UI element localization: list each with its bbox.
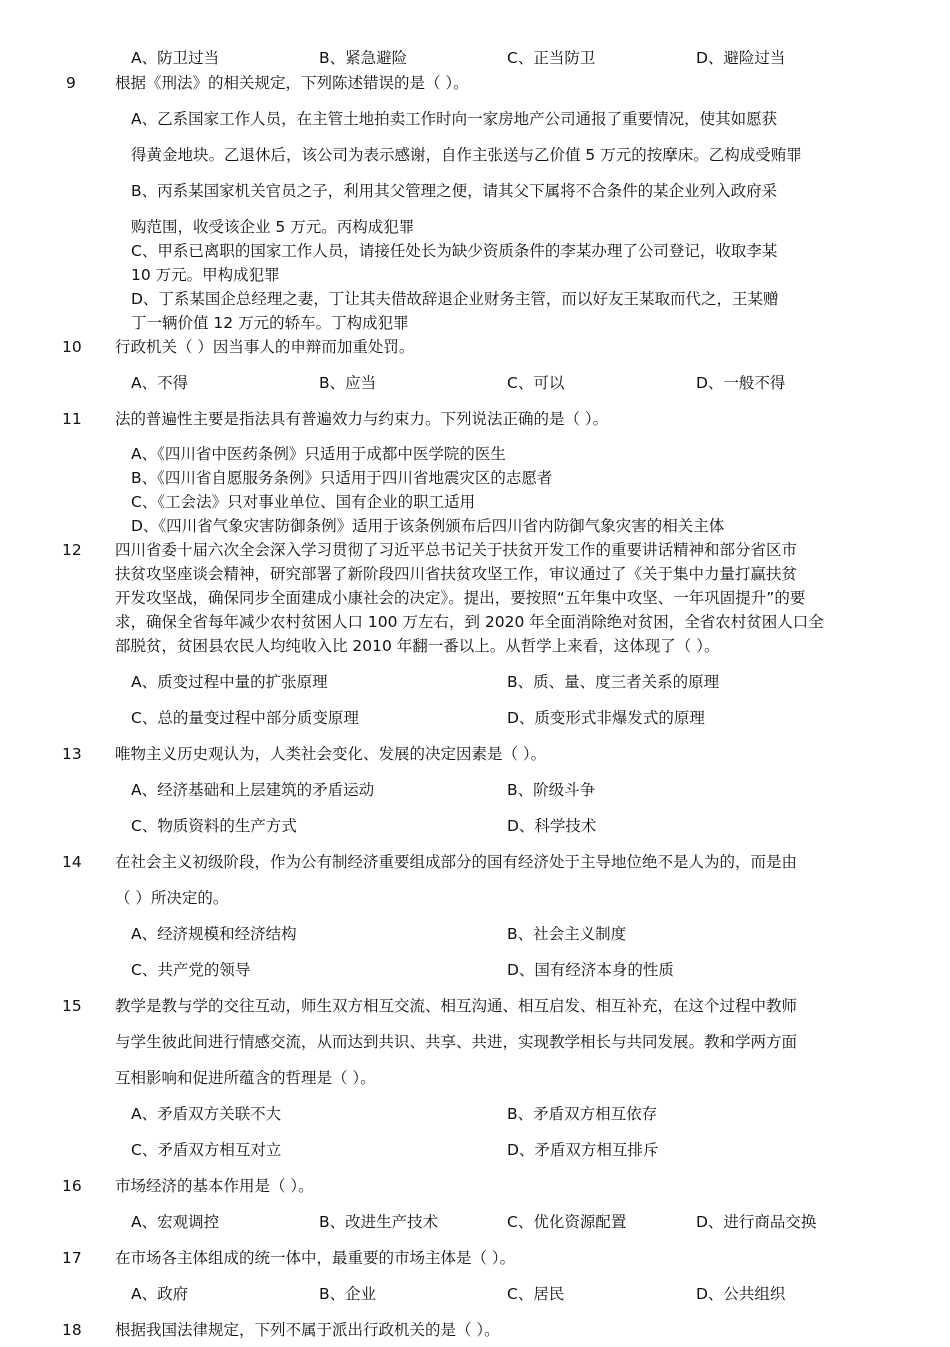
question-number: 17 — [62, 1249, 82, 1267]
option-line: 得黄金地块。乙退休后，该公司为表示感谢，自作主张送与乙价值 5 万元的按摩床。乙构成受贿罪 — [131, 146, 802, 164]
question-number: 9 — [66, 74, 76, 92]
option-d: D、质变形式非爆发式的原理 — [507, 709, 705, 727]
question-stem: 唯物主义历史观认为，人类社会变化、发展的决定因素是（ ）。 — [115, 745, 547, 763]
option-c: C、共产党的领导 — [131, 961, 251, 979]
question-stem-line: 开发攻坚战，确保同步全面建成小康社会的决定》。提出，要按照“五年集中攻坚、一年巩固提升”的要 — [115, 589, 806, 607]
option-d: D、避险过当 — [696, 49, 786, 67]
option-a: A、不得 — [131, 374, 189, 392]
option-c: C、物质资料的生产方式 — [131, 817, 297, 835]
question-number: 10 — [62, 338, 82, 356]
option-a: A、政府 — [131, 1285, 189, 1303]
question-number: 11 — [62, 410, 82, 428]
option-b: B、矛盾双方相互依存 — [507, 1105, 658, 1123]
question-stem-line: 四川省委十届六次全会深入学习贯彻了习近平总书记关于扶贫开发工作的重要讲话精神和部分省区市 — [115, 541, 798, 559]
question-stem: 行政机关（ ）因当事人的申辩而加重处罚。 — [115, 338, 415, 356]
option-c: C、居民 — [507, 1285, 565, 1303]
option-line: B、丙系某国家机关官员之子，利用其父管理之便，请其父下属将不合条件的某企业列入政府采 — [131, 182, 778, 200]
question-number: 15 — [62, 997, 82, 1015]
option-a: A、防卫过当 — [131, 49, 220, 67]
option-d: D、公共组织 — [696, 1285, 786, 1303]
option-d: D、进行商品交换 — [696, 1213, 817, 1231]
option-a: A、宏观调控 — [131, 1213, 220, 1231]
option-d: D、科学技术 — [507, 817, 597, 835]
option-a: A、经济规模和经济结构 — [131, 925, 297, 943]
option-c: C、正当防卫 — [507, 49, 596, 67]
option-line: D、丁系某国企总经理之妻，丁让其夫借故辞退企业财务主管，而以好友王某取而代之，王某赠 — [131, 290, 779, 308]
question-stem: 市场经济的基本作用是（ ）。 — [115, 1177, 314, 1195]
option-a: A、经济基础和上层建筑的矛盾运动 — [131, 781, 375, 799]
question-stem-line: 教学是教与学的交往互动，师生双方相互交流、相互沟通、相互启发、相互补充，在这个过程中教师 — [115, 997, 798, 1015]
option-c: C、矛盾双方相互对立 — [131, 1141, 282, 1159]
option-line: A、乙系国家工作人员，在主管土地拍卖工作时向一家房地产公司通报了重要情况，使其如愿获 — [131, 110, 778, 128]
option-b: B、阶级斗争 — [507, 781, 596, 799]
question-stem-line: 在社会主义初级阶段，作为公有制经济重要组成部分的国有经济处于主导地位绝不是人为的，而是由 — [115, 853, 798, 871]
option-b: B、《四川省自愿服务条例》只适用于四川省地震灾区的志愿者 — [131, 469, 553, 487]
question-stem-line: 求，确保全省每年减少农村贫困人口 100 万左右，到 2020 年全面消除绝对贫困，全省农村贫困人口全 — [115, 613, 824, 631]
option-line: C、甲系已离职的国家工作人员，请接任处长为缺少资质条件的李某办理了公司登记，收取李某 — [131, 242, 778, 260]
question-stem-line: 与学生彼此间进行情感交流，从而达到共识、共享、共进，实现教学相长与共同发展。教和学两方面 — [115, 1033, 798, 1051]
question-stem-line: 部脱贫，贫困县农民人均纯收入比 2010 年翻一番以上。从哲学上来看，这体现了（ ）。 — [115, 637, 720, 655]
question-number: 18 — [62, 1321, 82, 1339]
question-number: 16 — [62, 1177, 82, 1195]
option-b: B、应当 — [319, 374, 377, 392]
option-line: 丁一辆价值 12 万元的轿车。丁构成犯罪 — [131, 314, 409, 332]
question-stem: 在市场各主体组成的统一体中，最重要的市场主体是（ ）。 — [115, 1249, 516, 1267]
question-stem-line: 互相影响和促进所蕴含的哲理是（ ）。 — [115, 1069, 376, 1087]
option-a: A、矛盾双方关联不大 — [131, 1105, 282, 1123]
option-a: A、质变过程中量的扩张原理 — [131, 673, 328, 691]
question-number: 13 — [62, 745, 82, 763]
question-number: 12 — [62, 541, 82, 559]
option-d: D、国有经济本身的性质 — [507, 961, 674, 979]
option-b: B、质、量、度三者关系的原理 — [507, 673, 720, 691]
option-line: 10 万元。甲构成犯罪 — [131, 266, 280, 284]
question-stem: 根据我国法律规定，下列不属于派出行政机关的是（ ）。 — [115, 1321, 500, 1339]
question-stem-line: 扶贫攻坚座谈会精神，研究部署了新阶段四川省扶贫攻坚工作，审议通过了《关于集中力量打赢扶贫 — [115, 565, 798, 583]
question-stem-line: （ ）所决定的。 — [115, 889, 229, 907]
option-d: D、一般不得 — [696, 374, 786, 392]
option-c: C、优化资源配置 — [507, 1213, 627, 1231]
question-stem: 根据《刑法》的相关规定，下列陈述错误的是（ ）。 — [115, 74, 469, 92]
option-b: B、紧急避险 — [319, 49, 408, 67]
option-line: 购范围，收受该企业 5 万元。丙构成犯罪 — [131, 218, 415, 236]
option-b: B、社会主义制度 — [507, 925, 627, 943]
option-b: B、改进生产技术 — [319, 1213, 439, 1231]
option-a: A、《四川省中医药条例》只适用于成都中医学院的医生 — [131, 445, 506, 463]
option-c: C、《工会法》只对事业单位、国有企业的职工适用 — [131, 493, 476, 511]
option-b: B、企业 — [319, 1285, 377, 1303]
option-c: C、总的量变过程中部分质变原理 — [131, 709, 359, 727]
option-d: D、矛盾双方相互排斥 — [507, 1141, 659, 1159]
option-c: C、可以 — [507, 374, 565, 392]
question-number: 14 — [62, 853, 82, 871]
question-stem: 法的普遍性主要是指法具有普遍效力与约束力。下列说法正确的是（ ）。 — [115, 410, 609, 428]
option-d: D、《四川省气象灾害防御条例》适用于该条例颁布后四川省内防御气象灾害的相关主体 — [131, 517, 725, 535]
